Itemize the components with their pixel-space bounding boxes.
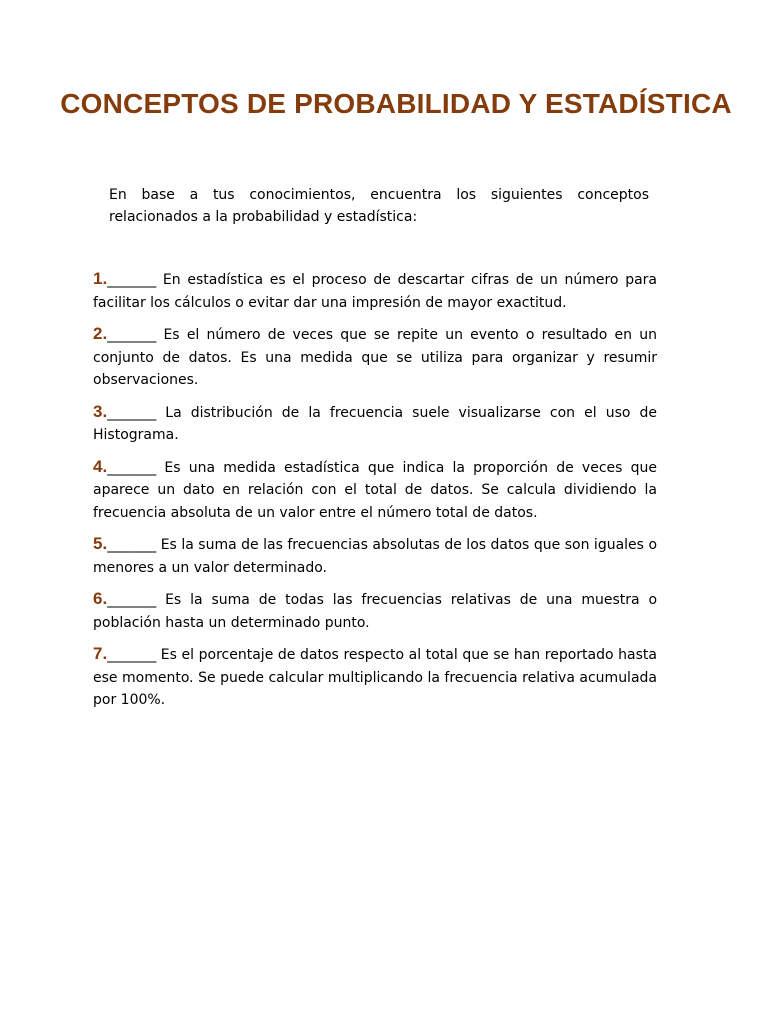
question-number: 2. (93, 324, 108, 343)
question-item-4 (93, 456, 657, 525)
question-text: Es el porcentaje de datos respecto al total que se han reportado hasta ese momento. Se puede calcular multiplicando la frecuencia relativa acumulada por 100%. (93, 647, 657, 708)
question-text: En estadística es el proceso de descartar cifras de un número para facilitar los cálculos o evitar dar una impresión de mayor exactitud. (93, 272, 657, 311)
question-list (93, 268, 657, 721)
page-title: CONCEPTOS DE PROBABILIDAD Y ESTADÍSTICA (60, 88, 732, 119)
question-item-3 (93, 401, 657, 447)
question-text: Es la suma de las frecuencias absolutas de los datos que son iguales o menores a un valor determinado. (93, 537, 658, 576)
question-number: 7. (93, 644, 108, 663)
question-item-5 (93, 533, 657, 579)
question-item-7 (93, 643, 657, 712)
answer-blank: _______ (107, 592, 157, 608)
answer-blank: _______ (107, 327, 157, 343)
question-text: Es una medida estadística que indica la proporción de veces que aparece un dato en relación con el total de datos. Se calcula dividiendo la frecuencia absoluta de un valor entre el número total de datos. (93, 459, 657, 521)
question-number: 3. (93, 401, 108, 421)
question-number: 5. (93, 534, 108, 553)
answer-blank: _______ (107, 272, 157, 288)
question-text: Es la suma de todas las frecuencias relativas de una muestra o población hasta un determinado punto. (93, 592, 658, 631)
answer-blank: _______ (107, 404, 157, 421)
question-item-1 (93, 268, 657, 314)
question-item-2 (93, 323, 657, 392)
question-number: 1. (93, 269, 108, 288)
answer-blank: _______ (107, 647, 157, 663)
question-number: 6. (93, 589, 108, 608)
instructions-paragraph: En base a tus conocimientos, encuentra los siguientes conceptos relacionados a la probabilidad y estadística: (109, 187, 649, 225)
question-text: La distribución de la frecuencia suele visualizarse con el uso de Histograma. (93, 404, 657, 443)
question-item-6 (93, 588, 657, 634)
question-text: Es el número de veces que se repite un evento o resultado en un conjunto de datos. Es una medida que se utiliza para organizar y resumir observaciones. (93, 327, 658, 388)
answer-blank: _______ (107, 459, 157, 476)
answer-blank: _______ (107, 537, 157, 553)
question-number: 4. (93, 456, 108, 476)
